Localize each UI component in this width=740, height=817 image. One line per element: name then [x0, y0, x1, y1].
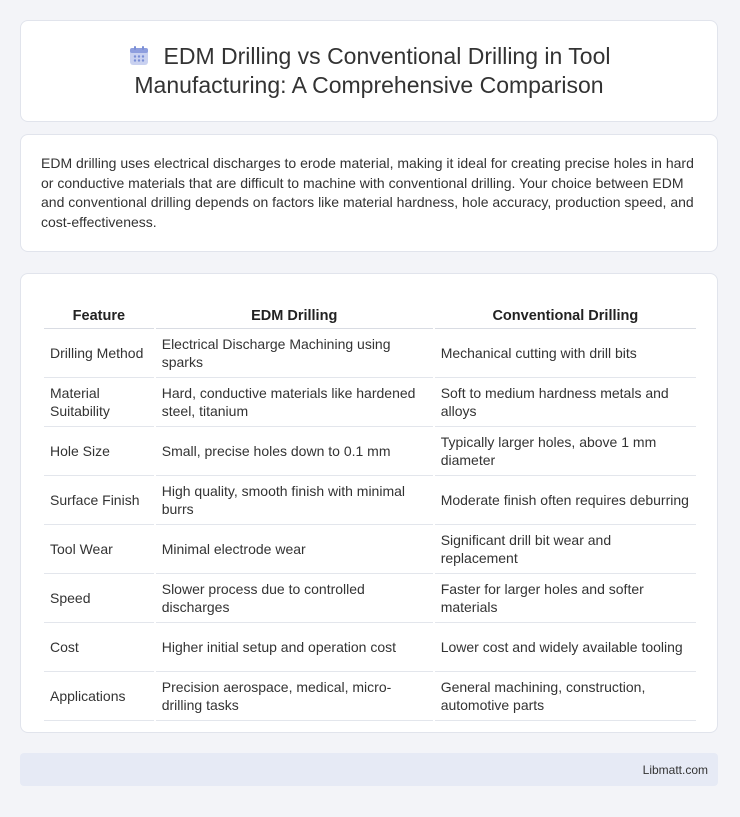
feature-cell: Surface Finish — [44, 476, 154, 525]
conventional-cell: Lower cost and widely available tooling — [435, 623, 696, 672]
table-row — [44, 623, 696, 672]
calendar-grid-icon — [128, 45, 150, 67]
conventional-cell: Significant drill bit wear and replacement — [435, 525, 696, 574]
edm-cell: Hard, conductive materials like hardened steel, titanium — [156, 378, 433, 427]
conventional-cell: General machining, construction, automotive parts — [435, 672, 696, 721]
intro-paragraph: EDM drilling uses electrical discharges to erode material, making it ideal for creating precise holes in hard or conductive materials that are difficult to machine with conventional drilling. Your choice between EDM and conventional drilling depends on factors like material hardness, hole accuracy, production speed, and cost-effectiveness. — [41, 155, 694, 230]
edm-cell: Slower process due to controlled discharges — [156, 574, 433, 623]
table-row — [44, 427, 696, 476]
conventional-cell: Moderate finish often requires deburring — [435, 476, 696, 525]
column-header-edm: EDM Drilling — [156, 294, 433, 329]
table-row — [44, 574, 696, 623]
footer — [20, 753, 718, 786]
title-line-1: EDM Drilling vs Conventional Drilling in Tool — [163, 43, 611, 69]
feature-cell: Cost — [44, 623, 154, 672]
edm-cell: Precision aerospace, medical, micro-drilling tasks — [156, 672, 433, 721]
feature-cell: Applications — [44, 672, 154, 721]
feature-cell: Hole Size — [44, 427, 154, 476]
conventional-cell: Soft to medium hardness metals and alloys — [435, 378, 696, 427]
table-row — [44, 329, 696, 378]
page-title — [128, 42, 611, 100]
footer-site-link[interactable]: Libmatt.com — [642, 762, 708, 777]
edm-cell: Electrical Discharge Machining using sparks — [156, 329, 433, 378]
table-header-row — [44, 294, 696, 329]
edm-cell: Small, precise holes down to 0.1 mm — [156, 427, 433, 476]
comparison-card — [20, 273, 718, 733]
column-header-feature: Feature — [44, 294, 154, 329]
table-row — [44, 525, 696, 574]
feature-cell: Tool Wear — [44, 525, 154, 574]
column-header-conventional: Conventional Drilling — [435, 294, 696, 329]
table-row — [44, 672, 696, 721]
title-line-2: Manufacturing: A Comprehensive Comparison — [134, 72, 604, 98]
conventional-cell: Faster for larger holes and softer materials — [435, 574, 696, 623]
feature-cell: Speed — [44, 574, 154, 623]
edm-cell: Higher initial setup and operation cost — [156, 623, 433, 672]
feature-cell: Material Suitability — [44, 378, 154, 427]
table-row — [44, 476, 696, 525]
conventional-cell: Mechanical cutting with drill bits — [435, 329, 696, 378]
intro-card — [20, 134, 718, 252]
title-card — [20, 20, 718, 122]
edm-cell: High quality, smooth finish with minimal burrs — [156, 476, 433, 525]
edm-cell: Minimal electrode wear — [156, 525, 433, 574]
conventional-cell: Typically larger holes, above 1 mm diameter — [435, 427, 696, 476]
feature-cell: Drilling Method — [44, 329, 154, 378]
comparison-table — [42, 294, 698, 721]
table-row — [44, 378, 696, 427]
